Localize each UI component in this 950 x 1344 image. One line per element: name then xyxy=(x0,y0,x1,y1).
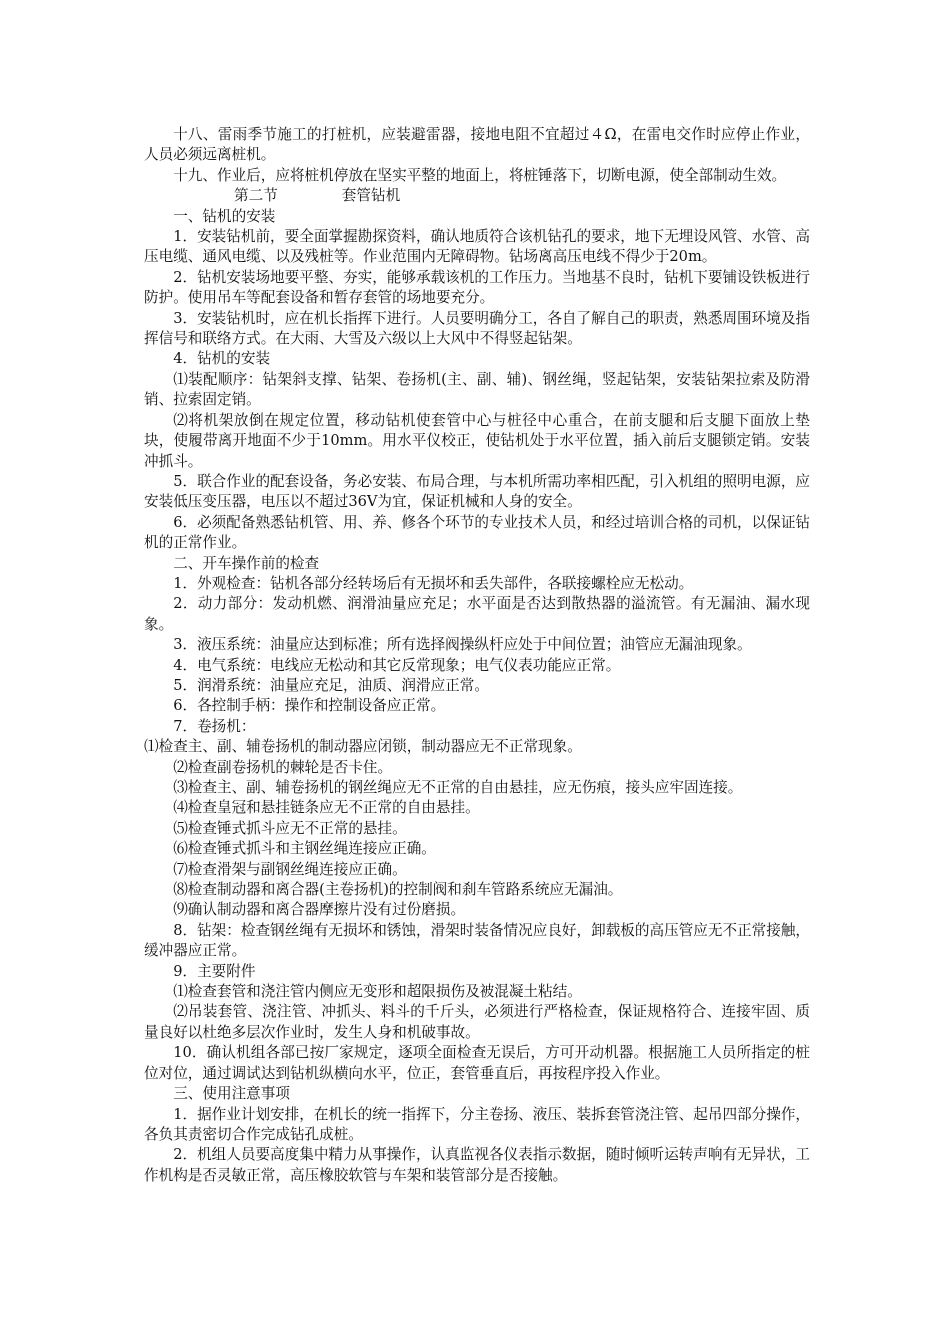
section-title: 套管钻机 xyxy=(341,187,401,205)
paragraph: 4．钻机的安装 xyxy=(173,350,271,368)
paragraph: ⑷检查皇冠和悬挂链条应无不正常的自由悬挂。 xyxy=(173,799,480,817)
paragraph: ⑻检查制动器和离合器(主卷扬机)的控制阀和刹车管路系统应无漏油。 xyxy=(173,881,623,899)
paragraph: ⑴检查套管和浇注管内侧应无变形和超限损伤及被混凝土粘结。 xyxy=(173,983,582,1001)
paragraph: 7．卷扬机： xyxy=(173,717,256,735)
paragraph: ⑴检查主、副、辅卷扬机的制动器应闭锁，制动器应无不正常现象。 xyxy=(144,738,582,756)
paragraph: ⑴装配顺序：钻架斜支撑、钻架、卷扬机(主、副、辅)、钢丝绳，竖起钻架，安装钻架拉索及防滑销、拉索固定销。 xyxy=(144,370,810,409)
paragraph: 6．各控制手柄：操作和控制设备应正常。 xyxy=(173,697,446,715)
section-heading xyxy=(144,186,810,206)
paragraph: 9．主要附件 xyxy=(173,962,256,980)
paragraph: ⑼确认制动器和离合器摩擦片没有过份磨损。 xyxy=(173,901,466,919)
paragraph: 8．钻架：检查钢丝绳有无损坏和锈蚀，滑架时装备情况应良好，卸载板的高压管应无不正常接触，缓冲器应正常。 xyxy=(144,921,811,960)
document-body xyxy=(144,125,810,1186)
paragraph: 3．液压系统：油量应达到标准；所有选择阀操纵杆应处于中间位置；油管应无漏油现象。 xyxy=(173,636,752,654)
paragraph: 2．动力部分：发动机燃、润滑油量应充足；水平面是否达到散热器的溢流管。有无漏油、漏水现象。 xyxy=(144,595,810,633)
subheading: 一、钻机的安装 xyxy=(173,207,276,225)
paragraph: 十九、作业后，应将桩机停放在坚实平整的地面上，将桩锤落下，切断电源，使全部制动生效。 xyxy=(173,166,787,184)
paragraph: 1．外观检查：钻机各部分经转场后有无损坏和丢失部件，各联接螺栓应无松动。 xyxy=(173,574,694,592)
paragraph: 4．电气系统：电线应无松动和其它反常现象；电气仪表功能应正常。 xyxy=(173,656,621,674)
paragraph: ⑶检查主、副、辅卷扬机的钢丝绳应无不正常的自由悬挂，应无伤痕，接头应牢固连接。 xyxy=(173,779,743,796)
paragraph: 2．钻机安装场地要平整、夯实，能够承载该机的工作压力。当地基不良时，钻机下要铺设铁板进行防护。使用吊车等配套设备和暂存套管的场地要充分。 xyxy=(144,268,811,307)
paragraph: 十八、雷雨季节施工的打桩机，应装避雷器，接地电阻不宜超过４Ω，在雷电交作时应停止作业，人员必须远离桩机。 xyxy=(144,126,810,164)
paragraph: 2．机组人员要高度集中精力从事操作，认真监视各仪表指示数据，随时倾听运转声响有无异状，工作机构是否灵敏正常，高压橡胶软管与车架和装管部分是否接触。 xyxy=(144,1146,811,1184)
paragraph: 3．安装钻机时，应在机长指挥下进行。人员要明确分工，各自了解自己的职责，熟悉周围环境及指挥信号和联络方式。在大雨、大雪及六级以上大风中不得竖起钻架。 xyxy=(144,309,811,348)
subheading: 二、开车操作前的检查 xyxy=(173,554,320,572)
paragraph: 5．润滑系统：油量应充足，油质、润滑应正常。 xyxy=(173,676,489,694)
paragraph: ⑵吊装套管、浇注管、冲抓头、料斗的千斤头，必须进行严格检查，保证规格符合、连接牢固、质量良好以杜绝多层次作业时，发生人身和机破事故。 xyxy=(144,1003,810,1041)
section-number: 第二节 xyxy=(234,187,278,205)
paragraph: ⑵检查副卷扬机的棘轮是否卡住。 xyxy=(173,758,393,776)
paragraph: 1．据作业计划安排，在机长的统一指挥下，分主卷扬、液压、装拆套管浇注管、起吊四部分操作，各负其责密切合作完成钻孔成桩。 xyxy=(144,1105,811,1143)
subheading: 三、使用注意事项 xyxy=(173,1085,290,1103)
paragraph: ⑸检查锤式抓斗应无不正常的悬挂。 xyxy=(173,819,407,837)
paragraph: 10．确认机组各部已按厂家规定，逐项全面检查无误后，方可开动机器。根据施工人员所指定的桩位对位，通过调试达到钻机纵横向水平，位正，套管垂直后，再按程序投入作业。 xyxy=(144,1044,810,1082)
paragraph: ⑺检查滑架与副钢丝绳连接应正确。 xyxy=(173,860,407,878)
paragraph: 6．必须配备熟悉钻机管、用、养、修各个环节的专业技术人员，和经过培训合格的司机，以保证钻机的正常作业。 xyxy=(144,513,811,552)
paragraph: ⑹检查锤式抓斗和主钢丝绳连接应正确。 xyxy=(173,840,436,858)
paragraph: 1．安装钻机前，要全面掌握勘探资料，确认地质符合该机钻孔的要求，地下无埋设风管、水管、高压电缆、通风电缆、以及残桩等。作业范围内无障碍物。钻场离高压电线不得少于20m。 xyxy=(144,228,811,266)
paragraph: 5．联合作业的配套设备，务必安装、布局合理，与本机所需功率相匹配，引入机组的照明电源，应安装低压变压器，电压以不超过36V为宜，保证机械和人身的安全。 xyxy=(144,472,811,511)
paragraph: ⑵将机架放倒在规定位置，移动钻机使套管中心与桩径中心重合，在前支腿和后支腿下面放上垫块，使履带离开地面不少于10mm。用水平仪校正，使钻机处于水平位置，插入前后支腿锁定销。安装冲抓斗。 xyxy=(144,411,810,470)
